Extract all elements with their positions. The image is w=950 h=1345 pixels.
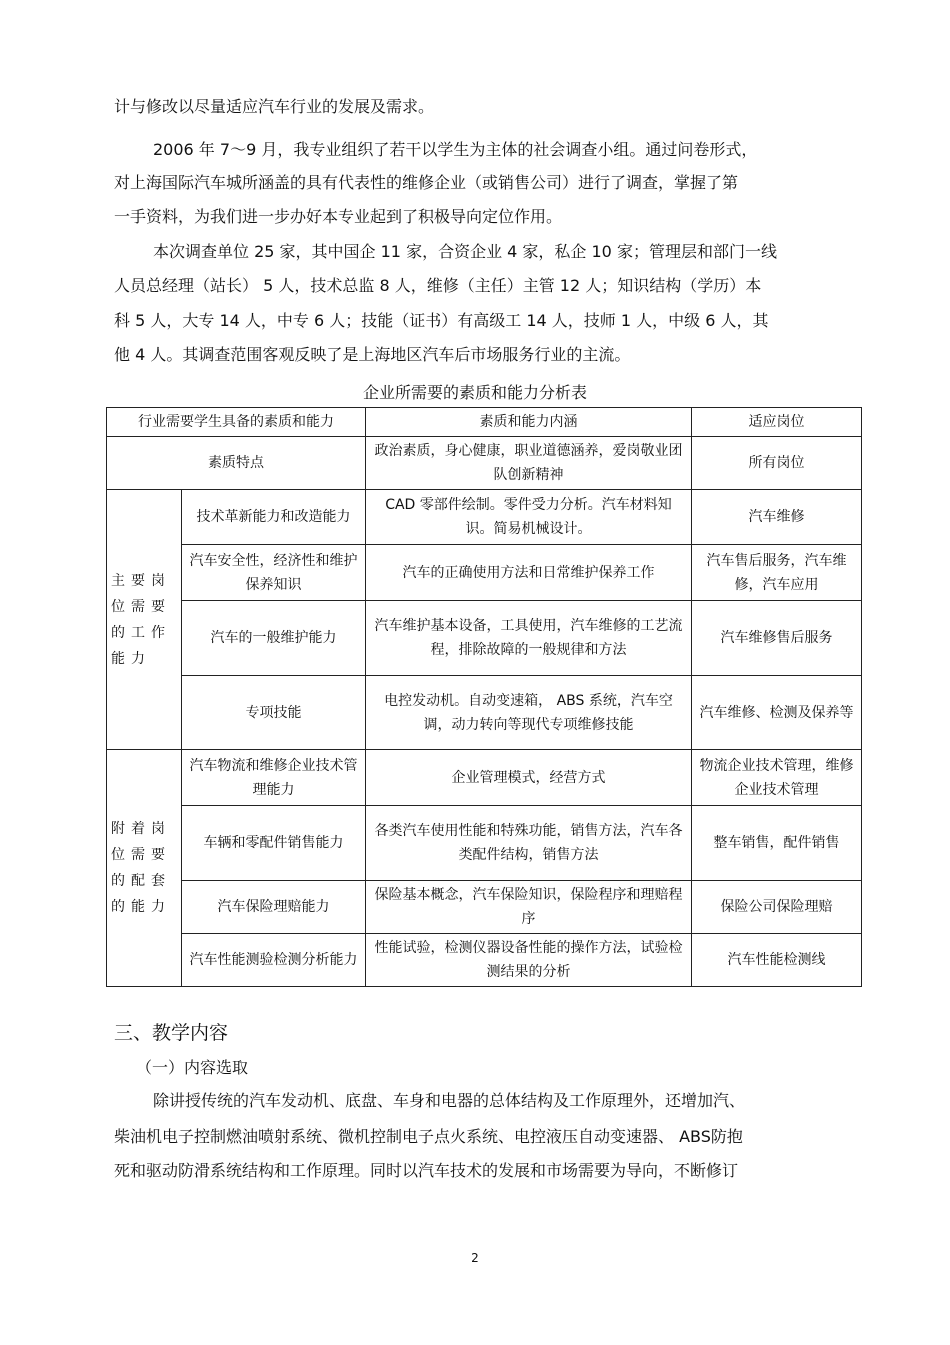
paragraph-line: 死和驱动防滑系统结构和工作原理。同时以汽车技术的发展和市场需要为导向，不断修订 bbox=[114, 1161, 739, 1180]
ability-cell: 车辆和零配件销售能力 bbox=[182, 806, 366, 881]
ability-cell: 汽车保险理赔能力 bbox=[182, 881, 366, 934]
post-cell: 汽车维修 bbox=[692, 490, 862, 545]
table-row bbox=[107, 934, 862, 987]
content-cell: 性能试验，检测仪器设备性能的操作方法，试验检测结果的分析 bbox=[366, 934, 692, 987]
header-cell: 行业需要学生具备的素质和能力 bbox=[107, 408, 366, 437]
table-title: 企业所需要的素质和能力分析表 bbox=[362, 383, 587, 402]
table-row bbox=[107, 601, 862, 676]
section-heading: 三、教学内容 bbox=[114, 1022, 229, 1044]
content-cell: 汽车的正确使用方法和日常维护保养工作 bbox=[366, 545, 692, 601]
table-row bbox=[107, 676, 862, 750]
post-cell: 汽车维修售后服务 bbox=[692, 601, 862, 676]
content-cell: 各类汽车使用性能和特殊功能，销售方法，汽车各类配件结构，销售方法 bbox=[366, 806, 692, 881]
table-header-row bbox=[107, 408, 862, 437]
content-cell: 电控发动机。自动变速箱， ABS 系统，汽车空调，动力转向等现代专项维修技能 bbox=[366, 676, 692, 750]
post-cell: 物流企业技术管理，维修企业技术管理 bbox=[692, 750, 862, 806]
table-row bbox=[107, 545, 862, 601]
content-cell: 汽车维护基本设备，工具使用，汽车维修的工艺流程，排除故障的一般规律和方法 bbox=[366, 601, 692, 676]
header-cell: 适应岗位 bbox=[692, 408, 862, 437]
paragraph-line: 人员总经理（站长） 5 人，技术总监 8 人，维修（主任）主管 12 人；知识结构（学历）本 bbox=[114, 276, 762, 295]
paragraph-line: 2006 年 7～9 月，我专业组织了若干以学生为主体的社会调查小组。通过问卷形式， bbox=[153, 140, 758, 159]
post-cell: 所有岗位 bbox=[692, 437, 862, 490]
ability-cell: 汽车安全性，经济性和维护保养知识 bbox=[182, 545, 366, 601]
paragraph-line: 科 5 人，大专 14 人，中专 6 人；技能（证书）有高级工 14 人，技师 1 人，中级 6 人，其 bbox=[114, 311, 769, 330]
ability-cell: 专项技能 bbox=[182, 676, 366, 750]
paragraph-line: 对上海国际汽车城所涵盖的具有代表性的维修企业（或销售公司）进行了调查，掌握了第 bbox=[114, 173, 739, 192]
ability-analysis-table bbox=[106, 407, 862, 987]
table-row bbox=[107, 750, 862, 806]
group-label-cell: 附着岗位需要的配套的能力 bbox=[107, 750, 182, 987]
ability-cell: 汽车的一般维护能力 bbox=[182, 601, 366, 676]
ability-cell: 技术革新能力和改造能力 bbox=[182, 490, 366, 545]
table-row bbox=[107, 490, 862, 545]
content-cell: 企业管理模式，经营方式 bbox=[366, 750, 692, 806]
content-cell: CAD 零部件绘制。零件受力分析。汽车材料知识。简易机械设计。 bbox=[366, 490, 692, 545]
ability-cell: 汽车性能测验检测分析能力 bbox=[182, 934, 366, 987]
subsection-heading: （一）内容选取 bbox=[136, 1058, 249, 1077]
table-row bbox=[107, 881, 862, 934]
ability-cell: 汽车物流和维修企业技术管理能力 bbox=[182, 750, 366, 806]
group-label-cell: 主要岗位需要的工作能力 bbox=[107, 490, 182, 750]
table-row bbox=[107, 437, 862, 490]
quality-label-cell: 素质特点 bbox=[107, 437, 366, 490]
post-cell: 汽车性能检测线 bbox=[692, 934, 862, 987]
page-number: 2 bbox=[471, 1251, 479, 1265]
content-cell: 政治素质，身心健康，职业道德涵养，爱岗敬业团队创新精神 bbox=[366, 437, 692, 490]
paragraph-line: 计与修改以尽量适应汽车行业的发展及需求。 bbox=[114, 97, 435, 116]
post-cell: 汽车售后服务，汽车维修，汽车应用 bbox=[692, 545, 862, 601]
table-row bbox=[107, 806, 862, 881]
paragraph-line: 他 4 人。其调查范围客观反映了是上海地区汽车后市场服务行业的主流。 bbox=[114, 345, 631, 364]
paragraph-line: 本次调查单位 25 家，其中国企 11 家，合资企业 4 家，私企 10 家；管理层和部门一线 bbox=[153, 242, 777, 261]
paragraph-line: 除讲授传统的汽车发动机、底盘、车身和电器的总体结构及工作原理外，还增加汽、 bbox=[153, 1091, 746, 1110]
post-cell: 保险公司保险理赔 bbox=[692, 881, 862, 934]
post-cell: 汽车维修、检测及保养等 bbox=[692, 676, 862, 750]
paragraph-line: 柴油机电子控制燃油喷射系统、微机控制电子点火系统、电控液压自动变速器、 ABS防抱 bbox=[114, 1127, 743, 1146]
post-cell: 整车销售，配件销售 bbox=[692, 806, 862, 881]
paragraph-line: 一手资料，为我们进一步办好本专业起到了积极导向定位作用。 bbox=[114, 207, 563, 226]
content-cell: 保险基本概念，汽车保险知识，保险程序和理赔程序 bbox=[366, 881, 692, 934]
header-cell: 素质和能力内涵 bbox=[366, 408, 692, 437]
